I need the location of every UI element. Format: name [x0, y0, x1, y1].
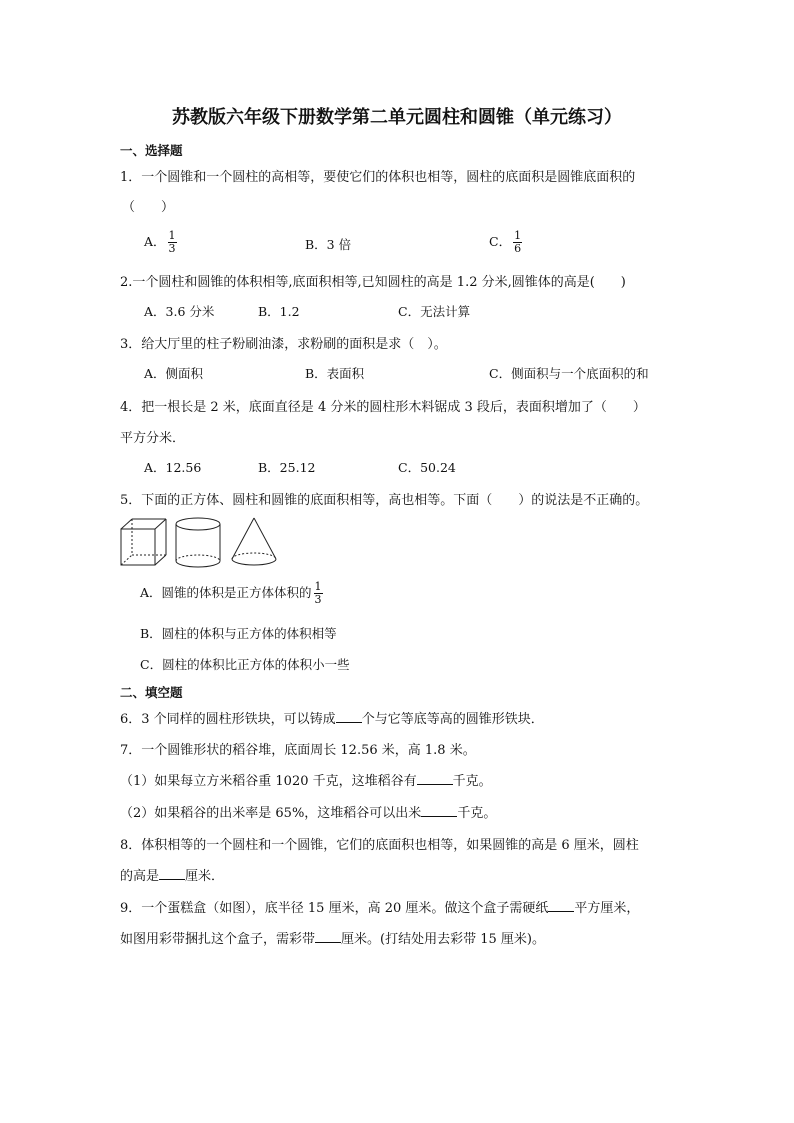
section-choice-heading: 一、选择题	[120, 143, 183, 158]
q4-option-a: A．12.56	[144, 460, 202, 475]
q9-answer-blank-2[interactable]	[315, 941, 341, 943]
question-3-text: 3．给大厅里的柱子粉刷油漆，求粉刷的面积是求（ ）。	[120, 337, 447, 352]
question-9-text-cont	[120, 928, 545, 947]
q2-option-b: B．1.2	[258, 304, 300, 319]
question-1-text: 1．一个圆锥和一个圆柱的高相等，要使它们的体积也相等，圆柱的底面积是圆锥底面积的	[120, 170, 636, 185]
question-7-text: 7．一个圆锥形状的稻谷堆，底面周长 12.56 米，高 1.8 米。	[120, 743, 476, 758]
question-9-text	[120, 897, 639, 916]
q5-option-b: B．圆柱的体积与正方体的体积相等	[140, 626, 337, 641]
question-1-paren: （ ）	[122, 200, 175, 215]
q1-option-c-label: C．	[489, 234, 512, 249]
q6-text-before: 6．3 个同样的圆柱形铁块，可以铸成	[120, 712, 336, 727]
question-5-text: 5．下面的正方体、圆柱和圆锥的底面积相等，高也相等。下面（ ）的说法是不正确的。	[120, 493, 649, 508]
question-2-text: 2.一个圆柱和圆锥的体积相等,底面积相等,已知圆柱的高是 1.2 分米,圆锥体的高是( )	[120, 275, 626, 290]
question-6-text	[120, 708, 544, 727]
q5-option-c: C．圆柱的体积比正方体的体积小一些	[140, 657, 350, 672]
q1-option-a-fraction	[168, 230, 177, 255]
q2-option-a: A．3.6 分米	[144, 304, 215, 319]
question-4-text-cont: 平方分米．	[120, 431, 186, 446]
solids-figure	[118, 515, 288, 571]
q7-sub-2-answer-blank[interactable]	[421, 815, 457, 817]
q3-option-c: C．侧面积与一个底面积的和	[489, 366, 649, 381]
fraction-denominator: 3	[314, 593, 322, 606]
question-4-text: 4．把一根长是 2 米，底面直径是 4 分米的圆柱形木料锯成 3 段后，表面积增加了（ ）	[120, 400, 646, 415]
q3-option-a: A．侧面积	[144, 366, 204, 381]
fraction-numerator: 1	[514, 229, 522, 242]
question-8-text: 8．体积相等的一个圆柱和一个圆锥，它们的底面积也相等，如果圆锥的高是 6 厘米，圆柱	[120, 838, 639, 853]
fraction-numerator: 1	[168, 229, 176, 242]
q7-sub-1-text-before: （1）如果每立方米稻谷重 1020 千克，这堆稻谷有	[120, 774, 417, 789]
q9-answer-blank-1[interactable]	[548, 910, 574, 912]
q5-option-a-label: A．圆锥的体积是正方体体积的	[140, 585, 312, 600]
cone-figure	[232, 518, 276, 565]
q9-text-before: 9．一个蛋糕盒（如图），底半径 15 厘米，高 20 厘米。做这个盒子需硬纸	[120, 901, 549, 916]
q1-option-a-label: A．	[144, 234, 166, 249]
q6-text-after: 个与它等底等高的圆锥形铁块．	[361, 712, 544, 727]
q7-sub-2-text-after: 千克。	[457, 806, 497, 821]
q4-option-c: C．50.24	[398, 460, 456, 475]
q9-text-after: 平方厘米，	[574, 901, 640, 916]
q1-option-a	[144, 230, 177, 255]
q1-option-b: B．3 倍	[305, 237, 352, 252]
page-title: 苏教版六年级下册数学第二单元圆柱和圆锥（单元练习）	[172, 107, 622, 128]
q7-sub-2-text-before: （2）如果稻谷的出米率是 65%，这堆稻谷可以出米	[120, 806, 422, 821]
q7-sub-1-answer-blank[interactable]	[417, 783, 453, 785]
q9-line2-after: 厘米。(打结处用去彩带 15 厘米)。	[341, 932, 545, 947]
q5-option-a-fraction	[314, 581, 323, 606]
q5-option-a	[140, 581, 323, 606]
q9-line2-before: 如图用彩带捆扎这个盒子，需彩带	[120, 932, 316, 947]
q1-option-c	[489, 230, 522, 255]
cube-figure	[121, 519, 166, 565]
fraction-denominator: 3	[168, 242, 176, 255]
fraction-numerator: 1	[314, 580, 322, 593]
q6-answer-blank[interactable]	[336, 721, 362, 723]
q8-answer-blank[interactable]	[159, 878, 185, 880]
q8-text-before: 的高是	[120, 869, 160, 884]
cylinder-figure	[176, 518, 220, 567]
q7-sub-1	[120, 770, 492, 789]
q3-option-b: B．表面积	[305, 366, 365, 381]
q4-option-b: B．25.12	[258, 460, 316, 475]
q1-option-c-fraction	[513, 230, 522, 255]
question-8-text-cont	[120, 865, 224, 884]
fraction-denominator: 6	[514, 242, 522, 255]
q7-sub-1-text-after: 千克。	[452, 774, 492, 789]
section-fill-heading: 二、填空题	[120, 685, 183, 700]
q7-sub-2	[120, 802, 496, 821]
q2-option-c: C．无法计算	[398, 304, 471, 319]
q8-text-after: 厘米．	[185, 869, 225, 884]
